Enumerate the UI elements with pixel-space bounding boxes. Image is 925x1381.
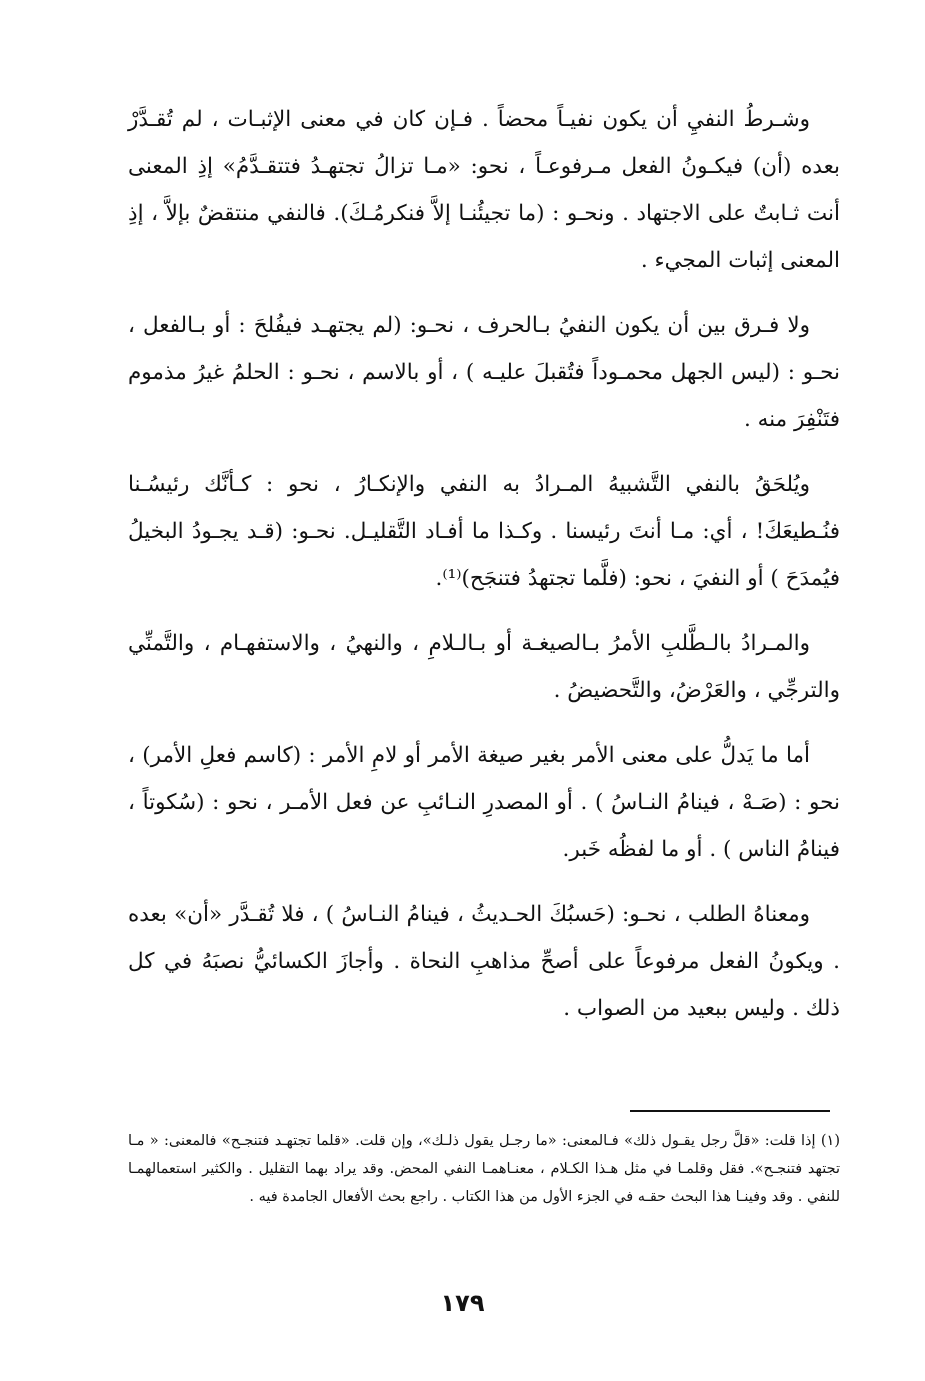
paragraph-6: ومعناهُ الطلب ، نحـو: (حَسبُكَ الحـديثُ ، فينامُ النـاسُ ) ، فلا تُقـدَّر «أن» بعده . ويكونُ الفعل مرفوعاً على أصحِّ مذاهبِ النحاة . وأجازَ الكسائيُّ نصبَهُ في كل ذلك . وليس ببعيد من الصواب . <box>128 902 840 1021</box>
paragraph-2: ولا فـرق بين أن يكون النفيُ بـالحرف ، نحـو: (لم يجتهـد فيفُلحَ : أو بـالفعل ، نحـو : (ليس الجهل محمـوداً فتُقبلَ عليـه ) ، أو بالاسم ، نحـو : الحلمُ غيرُ مذموم فتَنْفِرَ منه . <box>128 313 840 432</box>
footnote-divider <box>630 1110 830 1112</box>
page-number: ١٧٩ <box>440 1289 485 1317</box>
paragraph-3: ويُلحَقُ بالنفي التَّشبيهُ المـرادُ به النفي والإنكـارُ ، نحو : كـأنَّك رئيسُـنا فنُـطيعَكَ! ، أي: مـا أنتَ رئيسنا . وكـذا ما أفـاد التَّقليـل. نحـو: (قـد يجـودُ البخيلُ فيُمدَحَ ) أو النفيَ ، نحو: (فلَّما تجتهدُ فتنجَح)⁽¹⁾. <box>128 472 840 591</box>
paragraph-4: والمـرادُ بالـطَّلبِ الأمرُ بـالصيغـة أو بـالـلامِ ، والنهيُ ، والاستفهـام ، والتَّمنِّي والترجِّي ، والعَرْضُ، والتَّحضيضُ . <box>128 631 840 703</box>
paragraph-1: وشـرطُ النفيِ أن يكون نفيـاً محضاً . فـإن كان في معنى الإثبـات ، لم تُقـدَّرْ بعده (أن) فيكـونُ الفعل مـرفوعـاً ، نحو: «مـا تزالُ تجتهـدُ فتتقـدَّمُ» إذِ المعنى أنت ثـابتٌ على الاجتهاد . ونحـو : (ما تجيئُنـا إلاَّ فنكرمُـكَ). فالنفي منتقضٌ بإلاَّ ، إذِ المعنى إثبات المجيء . <box>128 107 840 273</box>
footnote-1: (١) إذا قلت: «قلَّ رجل يقـول ذلك» فـالمعنى: «ما رجـل يقول ذلـك»، وإن قلت. «قلما تجتهـد فتنجـح» فالمعنى: « مـا تجتهد فتنجـح». فقل وقلمـا في مثل هـذا الكـلام ، معنـاهمـا النفي المحض. وقد يراد بهما التقليل . والكثير استعمالهمـا للنفي . وقد وفينـا هذا البحث حقـه في الجزء الأول من هذا الكتاب . راجع بحث الأفعال الجامدة فيه . <box>128 1133 840 1205</box>
footnote <box>128 1127 840 1211</box>
paragraph-5: أما ما يَدلُّ على معنى الأمر بغير صيغة الأمر أو لامِ الأمر : (كاسم فعلِ الأمر) ، نحو : (صَـهْ ، فينامُ النـاسُ ) . أو المصدرِ النـائبِ عن فعل الأمـر ، نحو : (سُكوتاً ، فينامُ الناس ) . أو ما لفظُه خَبر. <box>128 743 840 862</box>
main-text <box>128 96 840 1050</box>
